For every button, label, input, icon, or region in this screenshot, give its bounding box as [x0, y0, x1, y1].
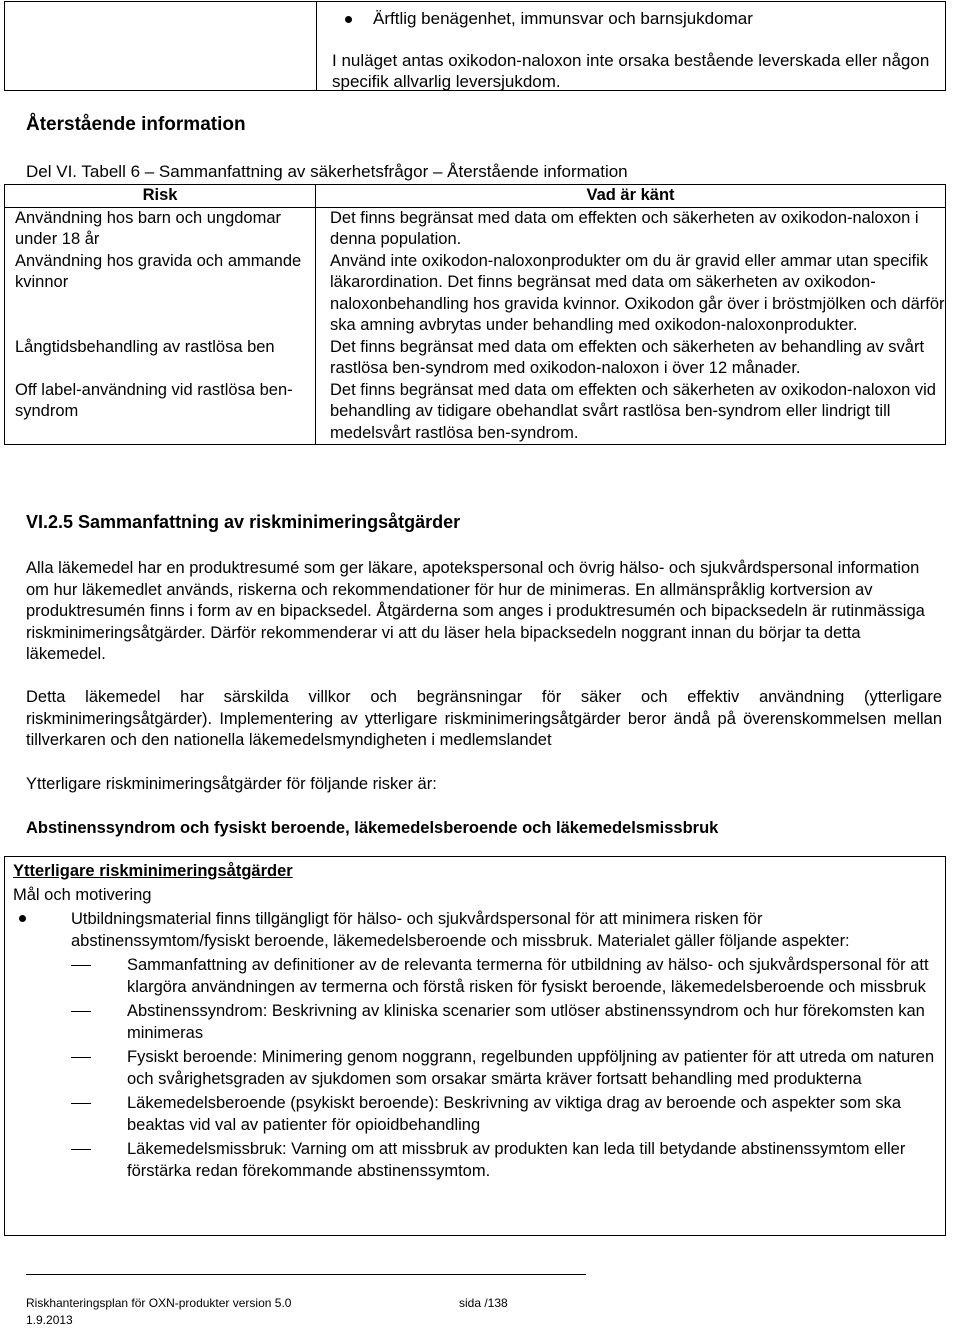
- table-row: [5, 380, 946, 445]
- dash-text: Fysiskt beroende: Minimering genom noggrann, regelbunden uppföljning av patienter för att utreda om naturen och svårighetsgraden av sjukdomen som orsakar smärta kräver fortsatt behandling med produkterna: [127, 1048, 935, 1088]
- table-caption: Del VI. Tabell 6 – Sammanfattning av säkerhetsfrågor – Återstående information: [26, 162, 628, 181]
- dash-item: [71, 1000, 937, 1044]
- dash-text: Läkemedelsmissbruk: Varning om att missbruk av produkten kan leda till betydande abstinenssymtom eller förstärka redan förekommande abstinenssymtom.: [127, 1140, 906, 1180]
- risk-cell: Långtidsbehandling av rastlösa ben: [5, 337, 316, 380]
- top-table-cell: [4, 1, 946, 91]
- dash-item: [71, 1138, 937, 1182]
- section-title: VI.2.5 Sammanfattning av riskminimeringsåtgärder: [26, 512, 461, 532]
- table-row: [5, 207, 946, 251]
- dash-item: [71, 1092, 937, 1136]
- risk-cell: Off label-användning vid rastlösa ben-syndrom: [5, 380, 316, 445]
- risk-cell: Användning hos barn och ungdomar under 18 år: [5, 207, 316, 251]
- known-cell: Använd inte oxikodon-naloxonprodukter om du är gravid eller ammar utan specifik läkarordination. Det finns begränsat med data om säkerheten av oxikodon-naloxonbehandling hos gravida kvinnor. Oxikodon går över i bröstmjölken och därför ska amning avbrytas under behandling med oxikodon-naloxonprodukter.: [316, 251, 946, 337]
- paragraph-3: Ytterligare riskminimeringsåtgärder för följande risker är:: [26, 775, 437, 793]
- measures-header: Ytterligare riskminimeringsåtgärder: [13, 862, 293, 880]
- dash-text: Sammanfattning av definitioner av de relevanta termerna för utbildning av hälso- och sjukvårdspersonal för att klargöra användningen av termerna och förstå risken för fysiskt beroende, läkemedelsberoende och missbruk: [127, 956, 929, 996]
- measures-box: [4, 856, 946, 1236]
- dash-text: Abstinenssyndrom: Beskrivning av kliniska scenarier som utlöser abstinenssyndrom och hur förekomsten kan minimeras: [127, 1002, 925, 1042]
- known-cell: Det finns begränsat med data om effekten och säkerheten av oxikodon-naloxon i denna population.: [316, 207, 946, 251]
- header-risk: Risk: [5, 185, 316, 208]
- known-cell: Det finns begränsat med data om effekten och säkerheten av behandling av svårt rastlösa ben-syndrom med oxikodon-naloxon i över 12 månader.: [316, 337, 946, 380]
- dash-icon: [71, 1011, 91, 1012]
- dash-text: Läkemedelsberoende (psykiskt beroende): Beskrivning av viktiga drag av beroende och aspekter som ska beaktas vid val av patienter för opioidbehandling: [127, 1094, 902, 1134]
- measures-bullet: [19, 908, 939, 1182]
- bullet-text: Ärftlig benägenhet, immunsvar och barnsjukdomar: [373, 9, 753, 28]
- footer-rule: [26, 1274, 586, 1275]
- table-row: [5, 251, 946, 337]
- footer-date: 1.9.2013: [26, 1313, 73, 1327]
- dash-icon: [71, 1103, 91, 1104]
- known-cell: Det finns begränsat med data om effekten och säkerheten av oxikodon-naloxon vid behandling av tidigare obehandlat svårt rastlösa ben-syndrom eller lindrigt till medelsvårt rastlösa ben-syndrom.: [316, 380, 946, 445]
- table-row: [5, 337, 946, 380]
- column-divider: [316, 2, 317, 90]
- dash-icon: [71, 965, 91, 966]
- bullet-icon: [345, 16, 352, 23]
- paragraph-1: Alla läkemedel har en produktresumé som ger läkare, apotekspersonal och övrig hälso- och sjukvårdspersonal information om hur läkemedlet används, riskerna och rekommendationer för hur de minimeras. En allmänspråklig kortversion av produktresumén finns i form av en bipacksedel. Åtgärderna som anges i produktresumén och bipacksedeln är rutinmässiga riskminimeringsåtgärder. Därför rekommenderar vi att du läser hela bipacksedeln noggrant innan du börjar ta detta läkemedel.: [26, 559, 925, 663]
- footer-document: Riskhanteringsplan för OXN-produkter version 5.0: [26, 1296, 292, 1310]
- paragraph-2: Detta läkemedel har särskilda villkor och begränsningar för säker och effektiv användning (ytterligare riskminimeringsåtgärder). Implementering av ytterligare riskminimeringsåtgärder beror ändå på överenskommelsen mellan tillverkaren och den nationella läkemedelsmyndigheten i medlemslandet: [26, 688, 942, 749]
- dash-icon: [71, 1149, 91, 1150]
- top-paragraph: I nuläget antas oxikodon-naloxon inte orsaka bestående leverskada eller någon specifik allvarlig leversjukdom.: [332, 51, 930, 91]
- header-known: Vad är känt: [316, 185, 946, 208]
- risk-table: [4, 184, 946, 445]
- bullet-text: Utbildningsmaterial finns tillgängligt för hälso- och sjukvårdspersonal för att minimera risken för abstinenssymtom/fysiskt beroende, läkemedelsberoende och missbruk. Materialet gäller följande aspekter:: [71, 910, 850, 950]
- dash-item: [71, 954, 937, 998]
- section-heading: Återstående information: [26, 114, 246, 135]
- risk-cell: Användning hos gravida och ammande kvinnor: [5, 251, 316, 337]
- measures-subheader: Mål och motivering: [13, 886, 152, 904]
- risk-heading: Abstinenssyndrom och fysiskt beroende, läkemedelsberoende och läkemedelsmissbruk: [26, 819, 719, 837]
- dash-item: [71, 1046, 937, 1090]
- dash-icon: [71, 1057, 91, 1058]
- footer-page: sida /138: [459, 1296, 508, 1310]
- bullet-icon: [19, 915, 26, 922]
